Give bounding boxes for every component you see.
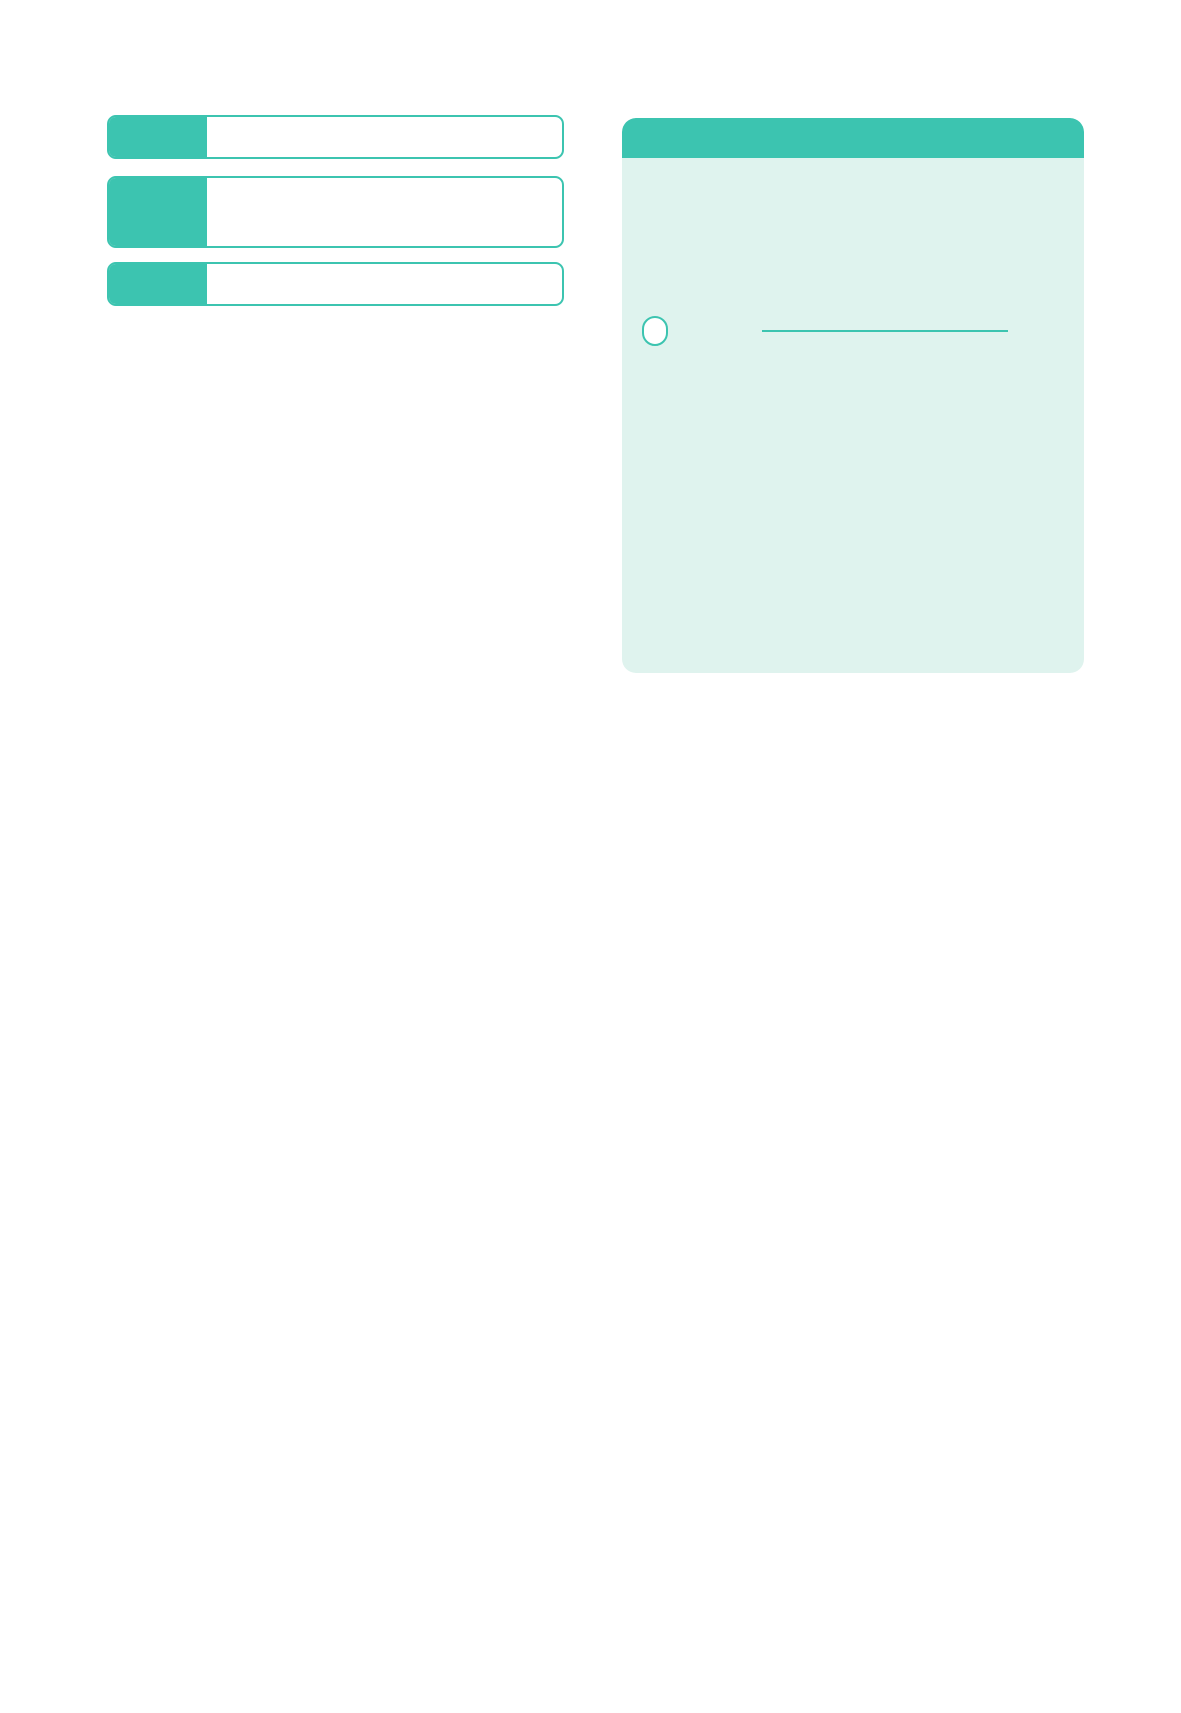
right-column — [622, 118, 1084, 673]
point-badge — [109, 264, 207, 304]
test-header — [622, 118, 1084, 158]
descriptive-tag — [642, 316, 668, 346]
test-answer-box — [622, 118, 1084, 673]
left-column — [107, 108, 564, 321]
point-badge — [109, 178, 207, 246]
point-04-header — [107, 115, 564, 159]
descriptive-divider — [762, 330, 1008, 332]
point-05-header — [107, 176, 564, 248]
point-badge — [109, 117, 207, 157]
point-06-header — [107, 262, 564, 306]
